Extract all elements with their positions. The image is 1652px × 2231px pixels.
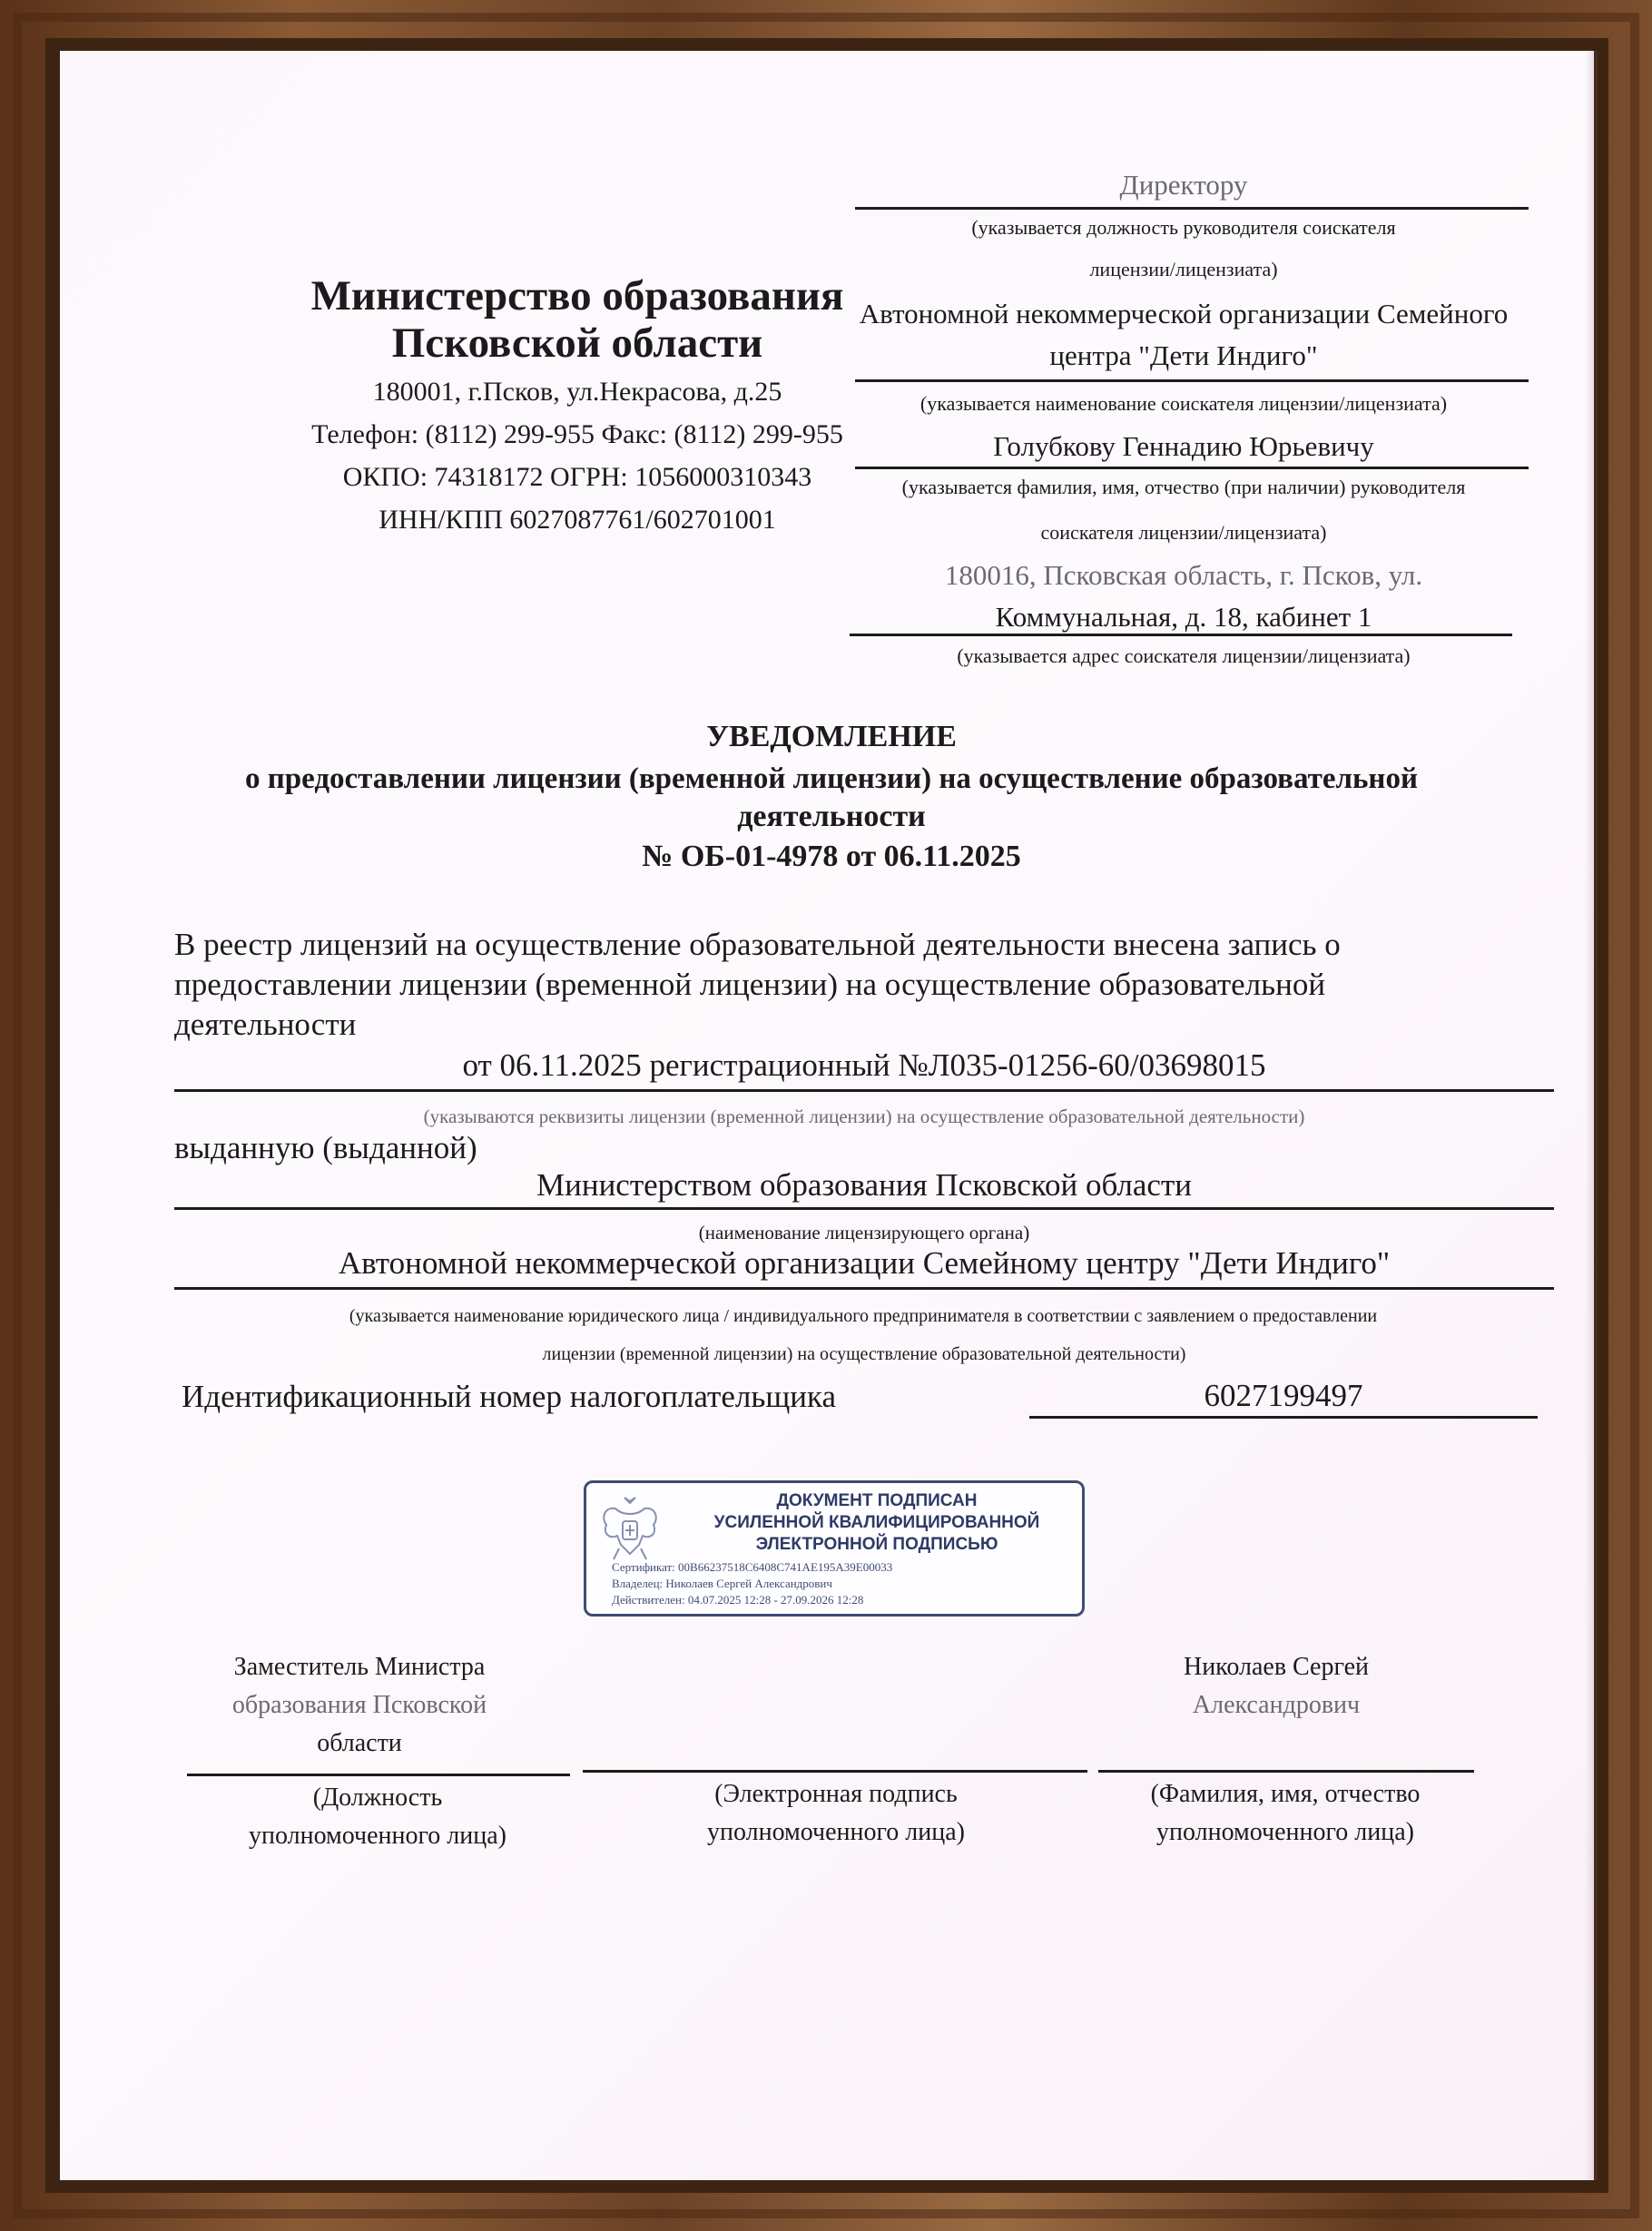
- recipient-name-hint-2: соискателя лицензии/лицензиата): [1040, 521, 1327, 544]
- recipient-position-underline: [855, 207, 1529, 210]
- ministry-okpo-ogrn: ОКПО: 74318172 ОГРН: 1056000310343: [342, 462, 812, 492]
- recipient-name-underline: [855, 467, 1529, 469]
- recipient-address-hint: (указывается адрес соискателя лицензии/лицензиата): [957, 644, 1411, 667]
- recipient-name: Голубкову Геннадию Юрьевичу: [993, 430, 1374, 462]
- issuer-hint: (наименование лицензирующего органа): [698, 1222, 1030, 1243]
- esignature-hint-line-1: (Электронная подпись: [714, 1780, 958, 1808]
- recipient-org-hint: (указывается наименование соискателя лицензии/лицензиата): [919, 392, 1448, 415]
- stamp-heading-line-3: ЭЛЕКТРОННОЙ ПОДПИСЬЮ: [755, 1535, 998, 1554]
- license-details-hint: (указываются реквизиты лицензии (временной лицензии) на осуществление образовательной деятельности): [423, 1106, 1305, 1127]
- body-line-3: деятельности: [174, 1007, 357, 1042]
- signer-position-line-1: Заместитель Министра: [233, 1653, 486, 1681]
- position-underline: [187, 1774, 570, 1776]
- signer-name-line-2: Александрович: [1192, 1691, 1361, 1719]
- licensee-hint-1: (указывается наименование юридического лица / индивидуального предпринимателя в соответствии с заявлением о предоставлении: [349, 1306, 1378, 1326]
- stamp-heading-line-2: УСИЛЕННОЙ КВАЛИФИЦИРОВАННОЙ: [713, 1513, 1040, 1532]
- position-hint-line-2: уполномоченного лица): [249, 1822, 506, 1850]
- signer-position-line-3: области: [317, 1729, 402, 1757]
- licensee-underline: [174, 1287, 1554, 1290]
- inn-underline: [1029, 1416, 1538, 1419]
- recipient-position-hint-1: (указывается должность руководителя соискателя: [971, 216, 1396, 239]
- name-hint-line-1: (Фамилия, имя, отчество: [1150, 1780, 1421, 1808]
- notice-subtitle-line-2: деятельности: [737, 800, 926, 833]
- esignature-underline: [583, 1770, 1087, 1773]
- name-hint-line-2: уполномоченного лица): [1156, 1818, 1414, 1846]
- esignature-hint: [586, 1775, 1086, 1852]
- license-details-underline: [174, 1089, 1554, 1092]
- issuer-underline: [174, 1207, 1554, 1210]
- license-details: от 06.11.2025 регистрационный №Л035-01256-60/03698015: [462, 1047, 1266, 1083]
- signer-name: [1104, 1648, 1449, 1725]
- recipient-position-hint-2: лицензии/лицензиата): [1089, 258, 1278, 280]
- esignature-hint-line-2: уполномоченного лица): [707, 1818, 965, 1846]
- body-line-2: предоставлении лицензии (временной лицензии) на осуществление образовательной: [174, 967, 1326, 1002]
- recipient-name-hint-1: (указывается фамилия, имя, отчество (при наличии) руководителя: [901, 476, 1466, 498]
- signer-position-line-2: образования Псковской: [231, 1691, 487, 1719]
- recipient-org-line-2: центра "Дети Индиго": [1049, 339, 1318, 371]
- stamp-owner: Владелец: Николаев Сергей Александрович: [612, 1577, 832, 1590]
- body-line-1: В реестр лицензий на осуществление образовательной деятельности внесена запись о: [174, 927, 1341, 962]
- stamp-heading-line-1: ДОКУМЕНТ ПОДПИСАН: [776, 1491, 978, 1510]
- recipient-org-line-1: Автономной некоммерческой организации Семейного: [859, 298, 1509, 329]
- notice-title: УВЕДОМЛЕНИЕ: [706, 720, 957, 753]
- stamp-validity: Действителен: 04.07.2025 12:28 - 27.09.2026 12:28: [612, 1593, 864, 1607]
- stamp-heading: [677, 1490, 1077, 1556]
- signer-name-line-1: Николаев Сергей: [1183, 1653, 1370, 1681]
- licensee-hint-2: лицензии (временной лицензии) на осуществление образовательной деятельности): [542, 1344, 1186, 1364]
- issuer-name: Министерством образования Псковской области: [536, 1167, 1192, 1203]
- notice-subtitle-line-1: о предоставлении лицензии (временной лицензии) на осуществление образовательной: [245, 762, 1418, 795]
- paper-fold: [1585, 51, 1594, 2180]
- name-hint: [1104, 1775, 1467, 1852]
- recipient-address-line-2: Коммунальная, д. 18, кабинет 1: [995, 601, 1372, 633]
- stamp-certificate: Сертификат: 00B66237518C6408C741AE195A39E00033: [612, 1560, 893, 1574]
- document-page: [60, 51, 1594, 2180]
- name-underline: [1098, 1770, 1474, 1773]
- ministry-address: 180001, г.Псков, ул.Некрасова, д.25: [372, 377, 782, 407]
- recipient-address-underline: [850, 634, 1512, 636]
- russian-coat-of-arms-icon: [597, 1494, 663, 1565]
- position-hint: [187, 1779, 568, 1855]
- recipient-position: Директору: [1119, 169, 1248, 201]
- recipient-address-line-1: 180016, Псковская область, г. Псков, ул.: [944, 559, 1423, 591]
- inn-label: Идентификационный номер налогоплательщика: [182, 1379, 837, 1414]
- recipient-org-underline: [855, 379, 1529, 382]
- ministry-phone-fax: Телефон: (8112) 299-955 Факс: (8112) 299-955: [311, 419, 843, 449]
- ministry-name-line-2: Псковской области: [391, 319, 763, 367]
- signer-position: [196, 1648, 523, 1763]
- ministry-inn-kpp: ИНН/КПП 6027087761/602701001: [379, 505, 776, 535]
- inn-value: 6027199497: [1204, 1378, 1363, 1413]
- position-hint-line-1: (Должность: [312, 1784, 443, 1812]
- licensee-name: Автономной некоммерческой организации Семейному центру "Дети Индиго": [338, 1245, 1391, 1281]
- issued-label: выданную (выданной): [174, 1130, 477, 1165]
- notice-number: № ОБ-01-4978 от 06.11.2025: [642, 840, 1021, 873]
- electronic-signature-stamp: [584, 1480, 1085, 1617]
- ministry-name-line-1: Министерство образования: [310, 272, 844, 319]
